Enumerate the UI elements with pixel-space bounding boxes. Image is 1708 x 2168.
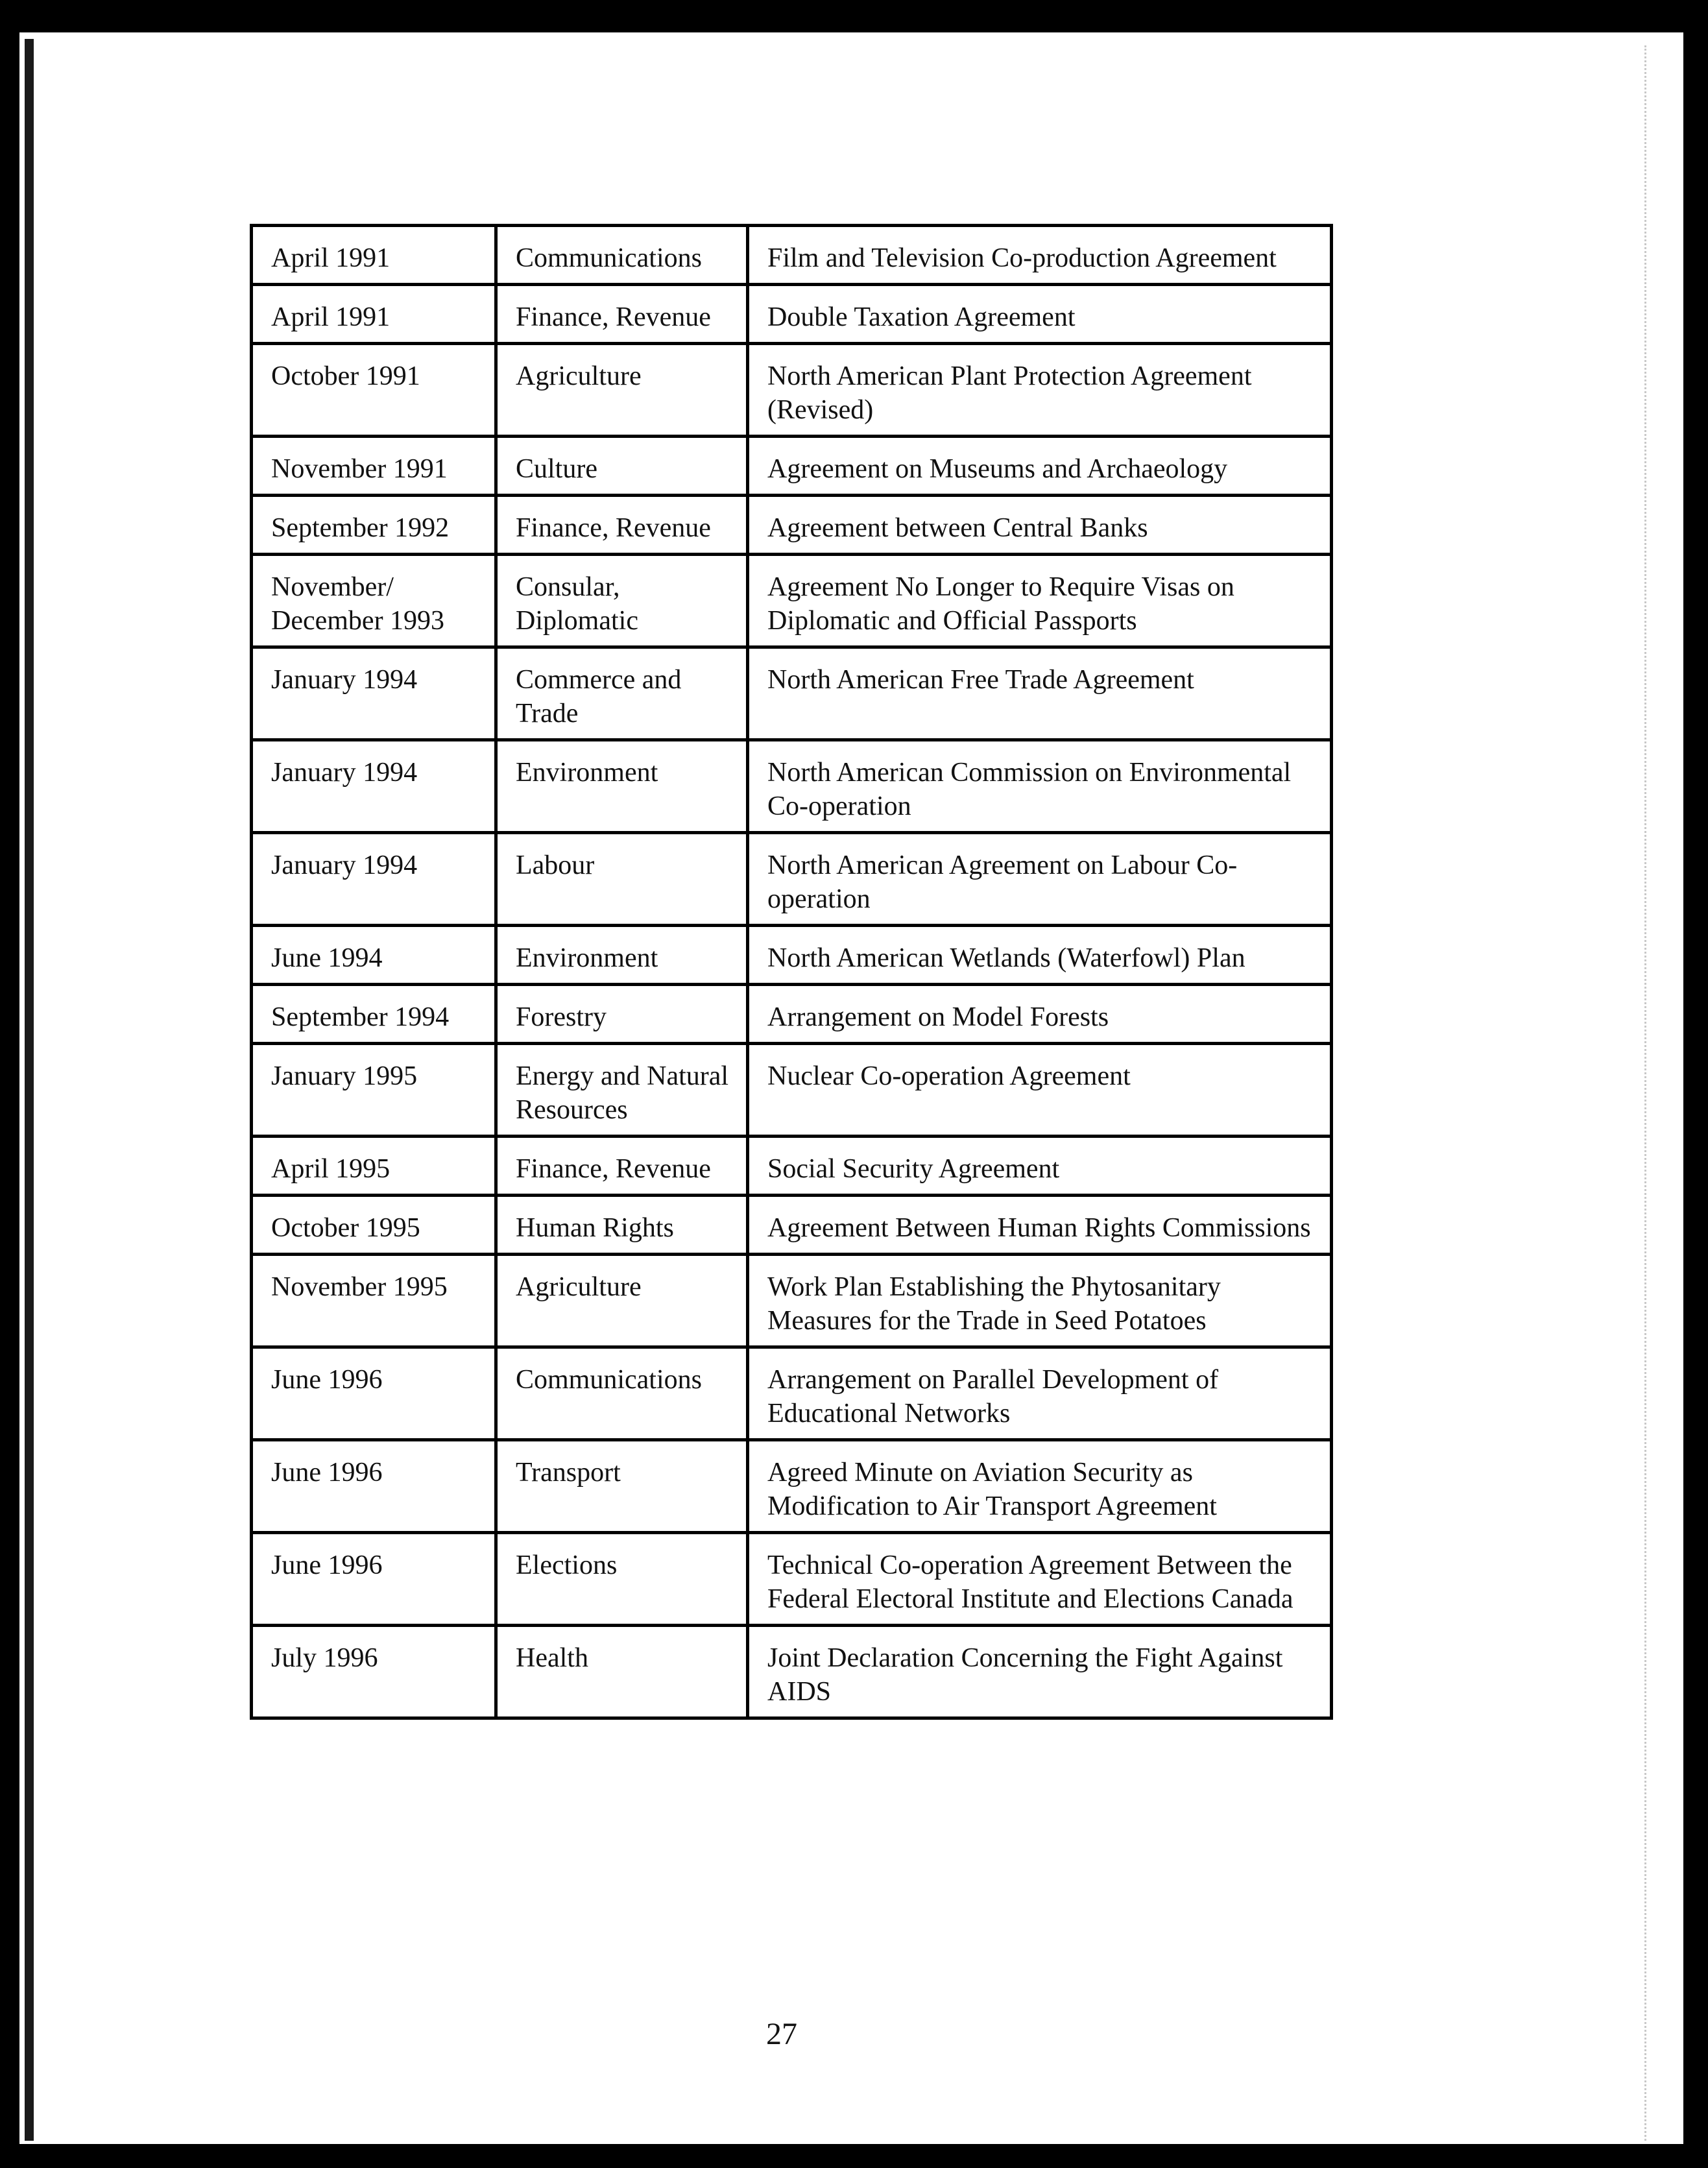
agreement-cell: North American Plant Protection Agreement (Revised) bbox=[748, 344, 1332, 437]
scan-right-border bbox=[1683, 32, 1708, 2144]
table-row bbox=[252, 1626, 1332, 1718]
date-cell: April 1991 bbox=[252, 285, 496, 344]
table-row bbox=[252, 1347, 1332, 1440]
table-row bbox=[252, 496, 1332, 555]
subject-area-cell: Agriculture bbox=[496, 1255, 748, 1347]
scan-bottom-border bbox=[0, 2144, 1708, 2168]
table-row bbox=[252, 985, 1332, 1044]
subject-area-cell: Culture bbox=[496, 437, 748, 496]
date-cell: June 1994 bbox=[252, 926, 496, 985]
table-row bbox=[252, 555, 1332, 647]
scan-noise bbox=[1644, 45, 1659, 2141]
subject-area-cell: Elections bbox=[496, 1533, 748, 1626]
table-row bbox=[252, 1533, 1332, 1626]
agreement-cell: North American Wetlands (Waterfowl) Plan bbox=[748, 926, 1332, 985]
table-row bbox=[252, 926, 1332, 985]
agreement-cell: Agreement Between Human Rights Commissions bbox=[748, 1196, 1332, 1255]
date-cell: April 1991 bbox=[252, 226, 496, 285]
subject-area-cell: Communications bbox=[496, 1347, 748, 1440]
subject-area-cell: Health bbox=[496, 1626, 748, 1718]
table-row bbox=[252, 1044, 1332, 1137]
table-row bbox=[252, 437, 1332, 496]
subject-area-cell: Transport bbox=[496, 1440, 748, 1533]
subject-area-cell: Forestry bbox=[496, 985, 748, 1044]
date-cell: April 1995 bbox=[252, 1137, 496, 1196]
table-row bbox=[252, 647, 1332, 740]
agreement-cell: North American Free Trade Agreement bbox=[748, 647, 1332, 740]
agreements-table-body bbox=[252, 226, 1332, 1718]
subject-area-cell: Communications bbox=[496, 226, 748, 285]
date-cell: June 1996 bbox=[252, 1347, 496, 1440]
date-cell: November 1995 bbox=[252, 1255, 496, 1347]
date-cell: January 1994 bbox=[252, 740, 496, 833]
table-row bbox=[252, 1137, 1332, 1196]
table-row bbox=[252, 285, 1332, 344]
agreement-cell: North American Agreement on Labour Co-operation bbox=[748, 833, 1332, 926]
agreement-cell: Social Security Agreement bbox=[748, 1137, 1332, 1196]
subject-area-cell: Finance, Revenue bbox=[496, 496, 748, 555]
agreements-table-container bbox=[250, 224, 1333, 1720]
subject-area-cell: Agriculture bbox=[496, 344, 748, 437]
date-cell: January 1995 bbox=[252, 1044, 496, 1137]
agreement-cell: Joint Declaration Concerning the Fight Against AIDS bbox=[748, 1626, 1332, 1718]
scan-left-border bbox=[0, 0, 19, 2168]
date-cell: October 1995 bbox=[252, 1196, 496, 1255]
date-cell: January 1994 bbox=[252, 647, 496, 740]
table-row bbox=[252, 226, 1332, 285]
date-cell: June 1996 bbox=[252, 1533, 496, 1626]
date-cell: June 1996 bbox=[252, 1440, 496, 1533]
scan-top-border bbox=[0, 0, 1708, 32]
agreement-cell: Agreement on Museums and Archaeology bbox=[748, 437, 1332, 496]
agreement-cell: Agreed Minute on Aviation Security as Modification to Air Transport Agreement bbox=[748, 1440, 1332, 1533]
table-row bbox=[252, 344, 1332, 437]
subject-area-cell: Commerce and Trade bbox=[496, 647, 748, 740]
subject-area-cell: Labour bbox=[496, 833, 748, 926]
subject-area-cell: Finance, Revenue bbox=[496, 285, 748, 344]
subject-area-cell: Environment bbox=[496, 926, 748, 985]
subject-area-cell: Human Rights bbox=[496, 1196, 748, 1255]
subject-area-cell: Finance, Revenue bbox=[496, 1137, 748, 1196]
agreement-cell: Film and Television Co-production Agreement bbox=[748, 226, 1332, 285]
table-row bbox=[252, 740, 1332, 833]
agreement-cell: Arrangement on Model Forests bbox=[748, 985, 1332, 1044]
table-row bbox=[252, 1440, 1332, 1533]
date-cell: September 1994 bbox=[252, 985, 496, 1044]
agreement-cell: Arrangement on Parallel Development of Educational Networks bbox=[748, 1347, 1332, 1440]
agreements-table bbox=[250, 224, 1333, 1720]
agreement-cell: Agreement between Central Banks bbox=[748, 496, 1332, 555]
page-number: 27 bbox=[766, 2017, 797, 2051]
date-cell: October 1991 bbox=[252, 344, 496, 437]
agreement-cell: North American Commission on Environmental Co-operation bbox=[748, 740, 1332, 833]
date-cell: September 1992 bbox=[252, 496, 496, 555]
subject-area-cell: Environment bbox=[496, 740, 748, 833]
date-cell: January 1994 bbox=[252, 833, 496, 926]
table-row bbox=[252, 1255, 1332, 1347]
agreement-cell: Agreement No Longer to Require Visas on Diplomatic and Official Passports bbox=[748, 555, 1332, 647]
date-cell: November 1991 bbox=[252, 437, 496, 496]
agreement-cell: Work Plan Establishing the Phytosanitary Measures for the Trade in Seed Potatoes bbox=[748, 1255, 1332, 1347]
subject-area-cell: Consular, Diplomatic bbox=[496, 555, 748, 647]
table-row bbox=[252, 833, 1332, 926]
agreement-cell: Nuclear Co-operation Agreement bbox=[748, 1044, 1332, 1137]
date-cell: November/ December 1993 bbox=[252, 555, 496, 647]
scan-binding-shadow bbox=[25, 39, 34, 2141]
subject-area-cell: Energy and Natural Resources bbox=[496, 1044, 748, 1137]
date-cell: July 1996 bbox=[252, 1626, 496, 1718]
agreement-cell: Technical Co-operation Agreement Between the Federal Electoral Institute and Elections Canada bbox=[748, 1533, 1332, 1626]
agreement-cell: Double Taxation Agreement bbox=[748, 285, 1332, 344]
table-row bbox=[252, 1196, 1332, 1255]
